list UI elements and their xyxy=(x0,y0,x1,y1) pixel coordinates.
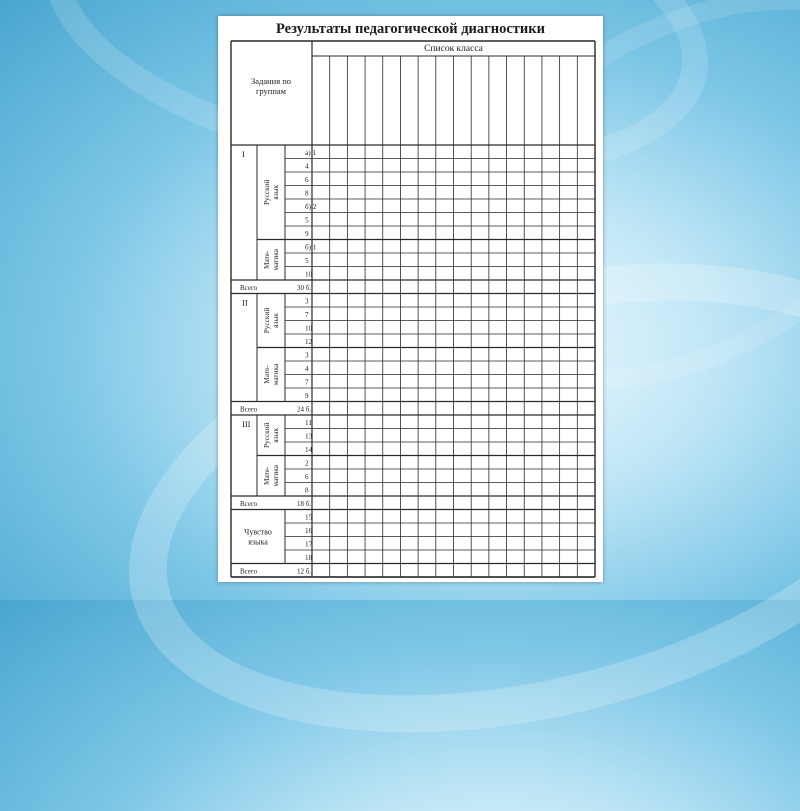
task-number: б) 2 xyxy=(305,203,317,211)
tasks-by-group-header: группам xyxy=(255,86,287,96)
group-label: Чувство xyxy=(244,527,272,537)
subject-label: язык xyxy=(271,427,280,443)
subject-label: матика xyxy=(271,363,280,386)
task-number: 11 xyxy=(305,419,312,427)
task-number: 8 xyxy=(305,486,309,495)
task-number: 3 xyxy=(305,351,309,360)
total-label: Всего xyxy=(240,500,258,508)
subject-label: язык xyxy=(271,184,280,200)
task-number: 5 xyxy=(305,257,309,265)
total-points: 24 б. xyxy=(297,405,312,414)
task-number: 7 xyxy=(305,378,309,387)
subject-label: Русский xyxy=(262,307,271,334)
total-points: 18 б. xyxy=(297,500,312,508)
subject-label: Русский xyxy=(262,422,271,449)
total-points: 12 б. xyxy=(297,567,312,576)
subject-label: матика xyxy=(271,249,280,271)
task-number: 10 xyxy=(305,270,313,279)
diagnostics-table xyxy=(218,16,603,582)
task-number: 9 xyxy=(305,230,309,238)
group-label: II xyxy=(242,297,248,308)
task-number: 10 xyxy=(305,324,313,333)
task-number: 6 xyxy=(305,473,309,481)
class-list-header: Список класса xyxy=(424,44,483,54)
task-number: 2 xyxy=(305,459,309,468)
total-points: 30 б. xyxy=(297,284,312,292)
subject-label: матика xyxy=(271,465,280,487)
task-number: 18 xyxy=(305,554,313,562)
task-number: 4 xyxy=(305,365,309,373)
tasks-by-group-header: Задания по xyxy=(250,76,292,86)
group-label: III xyxy=(242,419,251,429)
group-label: языка xyxy=(248,537,268,547)
document-page xyxy=(218,16,603,582)
task-number: а) 1 xyxy=(305,149,316,157)
task-number: 14 xyxy=(305,446,313,454)
subject-label: Мате- xyxy=(262,250,271,269)
task-number: 13 xyxy=(305,432,313,441)
task-number: 17 xyxy=(305,540,313,549)
task-number: 9 xyxy=(305,392,309,400)
task-number: 12 xyxy=(305,338,313,346)
group-label: I xyxy=(242,149,245,159)
task-number: 3 xyxy=(305,297,309,306)
total-label: Всего xyxy=(240,284,258,292)
subject-label: Мате- xyxy=(262,365,271,384)
task-number: 16 xyxy=(305,527,313,535)
subject-label: Русский xyxy=(262,179,271,206)
task-number: 6 xyxy=(305,176,309,184)
document-title: Результаты педагогической диагностики xyxy=(276,21,545,37)
task-number: 5 xyxy=(305,216,309,225)
task-number: 4 xyxy=(305,162,309,171)
subject-label: язык xyxy=(271,313,280,328)
task-number: б) 1 xyxy=(305,243,317,252)
total-label: Всего xyxy=(240,567,258,576)
task-number: 7 xyxy=(305,311,309,319)
task-number: 15 xyxy=(305,513,313,522)
subject-label: Мате- xyxy=(262,466,271,485)
task-number: 8 xyxy=(305,189,309,198)
total-label: Всего xyxy=(240,405,258,414)
